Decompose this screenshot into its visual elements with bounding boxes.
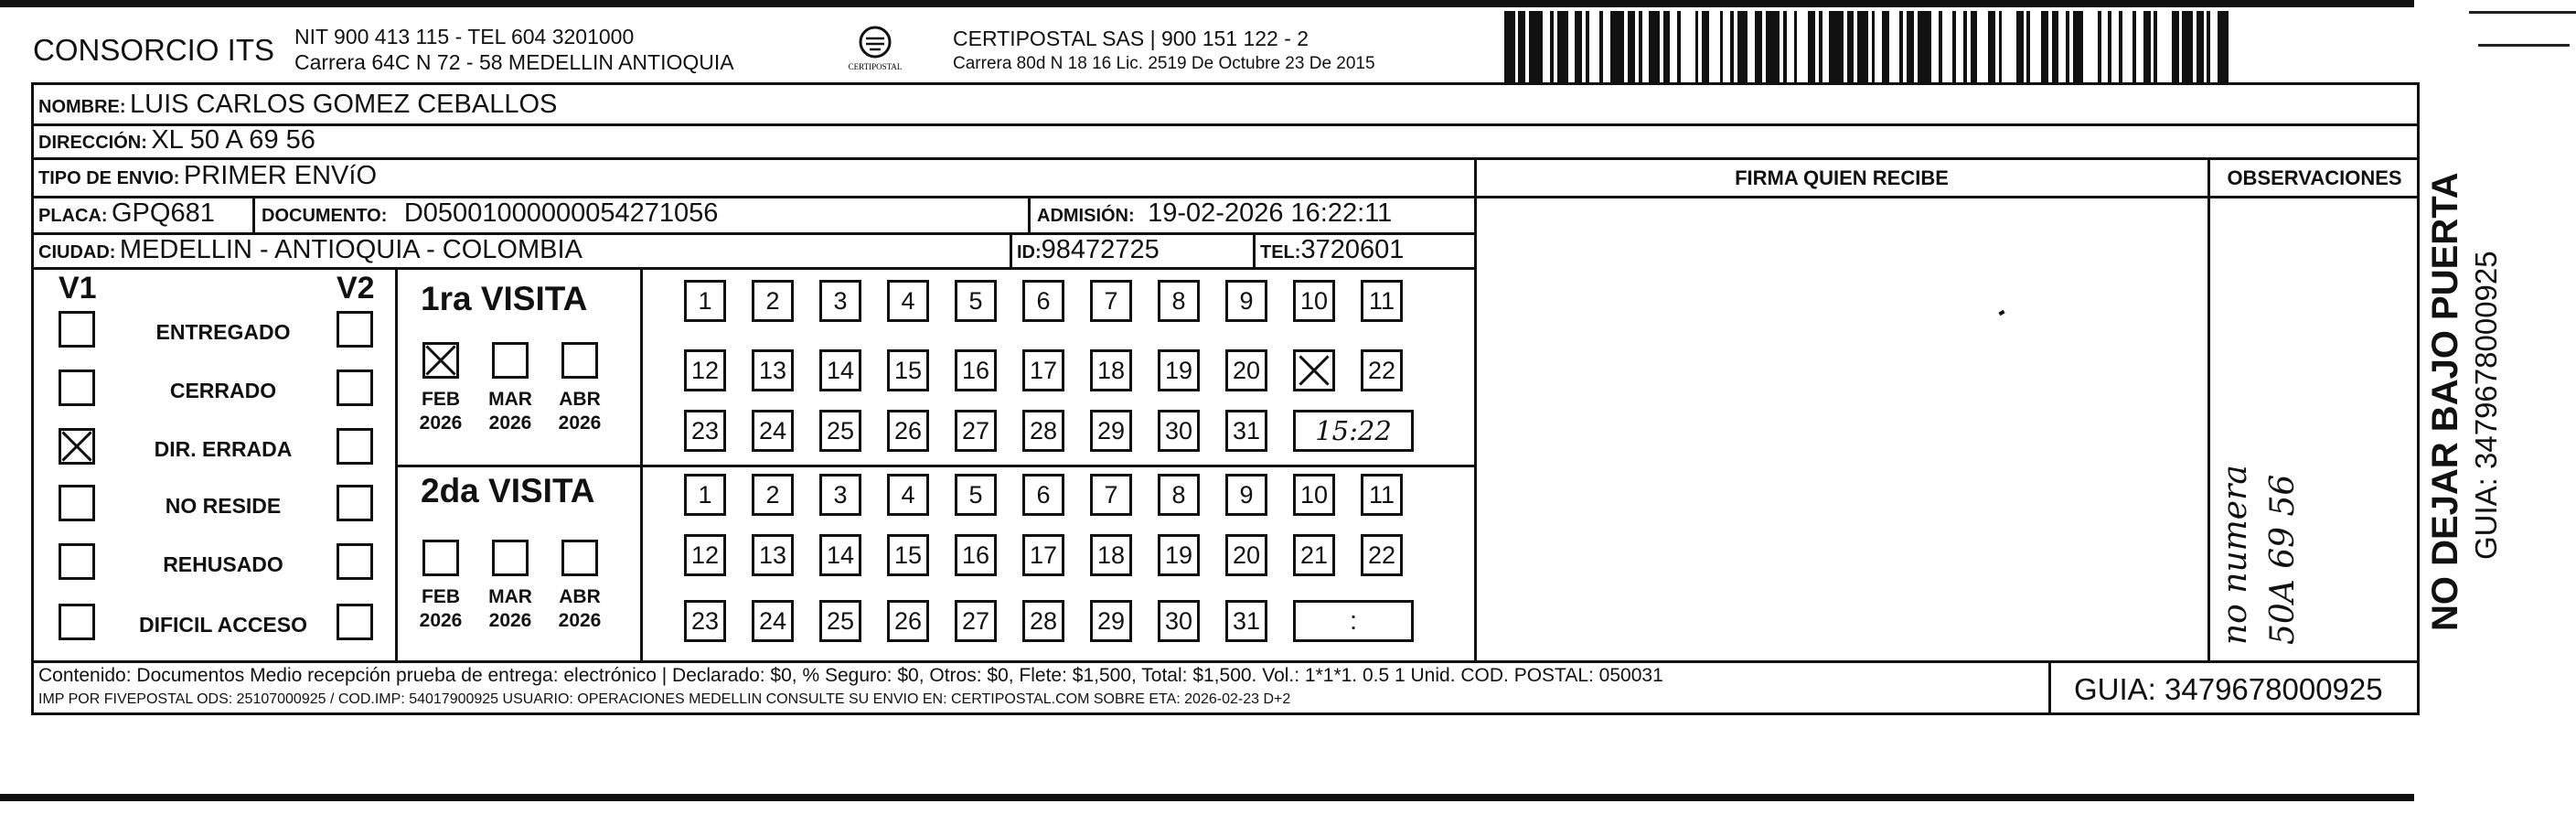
day-box[interactable]: 17 (1022, 534, 1064, 576)
month-year: 2026 (558, 412, 602, 434)
day-box[interactable]: 15 (887, 534, 929, 576)
barcode-bar (2143, 11, 2151, 82)
divider (640, 267, 643, 660)
barcode-bar (2041, 11, 2048, 82)
day-box[interactable]: 24 (752, 410, 794, 452)
footer-guia: GUIA: 3479678000925 (2074, 672, 2383, 706)
barcode-bar (1603, 11, 1610, 82)
divider (31, 123, 2420, 126)
barcode-bar (1610, 11, 1624, 82)
barcode-bar (1977, 11, 1988, 82)
divider (395, 267, 398, 660)
day-box[interactable]: 20 (1225, 349, 1267, 391)
city-value: MEDELLIN - ANTIOQUIA - COLOMBIA (119, 235, 583, 264)
divider (2207, 157, 2210, 660)
month-checkbox[interactable] (422, 342, 459, 379)
day-box[interactable]: 19 (1158, 534, 1200, 576)
side-guia: GUIA: 3479678000925 (2469, 251, 2503, 560)
day-box[interactable]: 2 (752, 474, 794, 516)
day-box[interactable]: 1 (684, 474, 726, 516)
barcode-bar (2210, 11, 2218, 82)
barcode-bar (1628, 11, 1635, 82)
barcode-bar (1529, 11, 1543, 82)
barcode-bar (2030, 11, 2041, 82)
barcode-bar (2122, 11, 2133, 82)
barcode-bar (2111, 11, 2119, 82)
day-box[interactable] (1293, 349, 1335, 391)
day-box[interactable]: 23 (684, 410, 726, 452)
day-box[interactable]: 31 (1225, 600, 1267, 642)
month-label (485, 388, 536, 435)
barcode-bar (1931, 11, 1939, 82)
day-box[interactable]: 2 (752, 280, 794, 322)
day-box[interactable]: 23 (684, 600, 726, 642)
day-box[interactable]: 6 (1022, 474, 1064, 516)
month-name: FEB (422, 389, 460, 410)
divider (1028, 196, 1031, 232)
divider (252, 196, 255, 232)
v2-checkbox[interactable] (337, 485, 373, 521)
month-label (485, 585, 536, 633)
day-box[interactable]: 13 (752, 534, 794, 576)
admission-row (1037, 198, 1392, 229)
month-year: 2026 (558, 610, 602, 631)
barcode-bar (1907, 11, 1914, 82)
certipostal-logo (839, 24, 911, 77)
time-box[interactable]: : (1293, 600, 1414, 642)
barcode-bar (1797, 11, 1808, 82)
barcode-bar (1766, 11, 1780, 82)
barcode-bar (2016, 11, 2024, 82)
barcode-bar (2083, 11, 2097, 82)
tel-row (1260, 235, 1404, 265)
v2-header: V2 (337, 271, 375, 305)
barcode-bar (2101, 11, 2109, 82)
day-box[interactable]: 1 (684, 280, 726, 322)
barcode-bar (1822, 11, 1830, 82)
barcode-bar (1847, 11, 1855, 82)
day-box[interactable]: 26 (887, 600, 929, 642)
divider (397, 465, 1476, 467)
plate-label: PLACA: (38, 206, 108, 226)
day-box[interactable]: 20 (1225, 534, 1267, 576)
barcode-bar (1589, 11, 1600, 82)
divider (31, 660, 2420, 663)
day-box[interactable]: 12 (684, 534, 726, 576)
tel-label: TEL: (1260, 242, 1301, 262)
day-box[interactable]: 18 (1090, 534, 1132, 576)
type-label: TIPO DE ENVIO: (38, 168, 180, 188)
day-box[interactable]: 15 (887, 349, 929, 391)
barcode-bar (1702, 11, 1709, 82)
day-box[interactable]: 28 (1022, 600, 1064, 642)
v2-checkbox[interactable] (337, 428, 373, 465)
visit2-title: 2da VISITA (421, 472, 595, 509)
v1-checkbox[interactable] (59, 370, 95, 406)
observation-handwriting-line1: no numera (2217, 465, 2254, 645)
day-box[interactable]: 5 (955, 280, 997, 322)
barcode-bar (1504, 11, 1515, 82)
barcode-bar (2002, 11, 2015, 82)
day-box[interactable]: 21 (1293, 534, 1335, 576)
v1-checkbox[interactable] (59, 428, 95, 465)
day-box[interactable]: 7 (1090, 280, 1132, 322)
barcode-bar (1942, 11, 1953, 82)
barcode-bar (2218, 11, 2229, 82)
company-address: Carrera 64C N 72 - 58 MEDELLIN ANTIOQUIA (294, 50, 734, 74)
company-info (294, 24, 734, 75)
day-box[interactable]: 4 (887, 474, 929, 516)
v2-checkbox[interactable] (337, 311, 373, 348)
name-label: NOMBRE: (38, 97, 126, 117)
barcode-bar (1748, 11, 1755, 82)
v2-checkbox[interactable] (337, 604, 373, 640)
month-checkbox[interactable] (561, 540, 598, 576)
observation-handwriting-line2: 50A 69 56 (2264, 474, 2302, 645)
day-box[interactable]: 14 (819, 349, 861, 391)
side-warning: NO DEJAR BAJO PUERTA (2425, 172, 2465, 631)
admission-label: ADMISIÓN: (1037, 206, 1135, 226)
address-row (38, 125, 315, 155)
certipostal-info (953, 26, 1375, 77)
barcode-bar (1642, 11, 1650, 82)
plate-row (38, 198, 215, 229)
barcode-bar (1956, 11, 1963, 82)
day-box[interactable]: 22 (1361, 349, 1403, 391)
barcode-bar (1882, 11, 1889, 82)
day-box[interactable]: 30 (1158, 410, 1200, 452)
divider (2048, 660, 2051, 715)
day-box[interactable]: 12 (684, 349, 726, 391)
day-box[interactable]: 28 (1022, 410, 1064, 452)
barcode-bar (2052, 11, 2059, 82)
barcode-bar (2058, 11, 2066, 82)
month-name: ABR (559, 586, 601, 607)
divider (1253, 232, 1256, 267)
bottom-border-rule (0, 794, 2414, 801)
admission-value: 19-02-2026 16:22:11 (1148, 198, 1393, 228)
day-box[interactable]: 11 (1361, 474, 1403, 516)
name-row (38, 90, 557, 120)
month-name: MAR (488, 586, 532, 607)
day-box[interactable]: 8 (1158, 474, 1200, 516)
type-row (38, 161, 377, 191)
barcode-bar (1737, 11, 1748, 82)
shipment-type: PRIMER ENVíO (183, 161, 378, 190)
divider (31, 267, 1476, 270)
id-row (1017, 235, 1160, 265)
visit1-title: 1ra VISITA (421, 280, 588, 317)
day-box[interactable]: 18 (1090, 349, 1132, 391)
day-box[interactable]: 22 (1361, 534, 1403, 576)
divider (31, 157, 2420, 160)
month-checkbox[interactable] (422, 540, 459, 576)
month-year: 2026 (419, 412, 463, 434)
tel-value: 3720601 (1300, 235, 1405, 264)
day-box[interactable]: 7 (1090, 474, 1132, 516)
v1-header: V1 (59, 271, 97, 305)
month-year: 2026 (488, 610, 532, 631)
divider (1474, 157, 1477, 660)
status-label: DIFICIL ACCESO (138, 613, 307, 637)
status-label: DIR. ERRADA (154, 437, 293, 461)
day-box[interactable]: 31 (1225, 410, 1267, 452)
month-name: MAR (488, 389, 532, 410)
status-label: NO RESIDE (165, 494, 282, 518)
barcode-bar (1568, 11, 1576, 82)
month-label (415, 585, 466, 633)
v1-checkbox[interactable] (59, 311, 95, 348)
v2-checkbox[interactable] (337, 370, 373, 406)
barcode-bar (2172, 11, 2179, 82)
day-box[interactable]: 17 (1022, 349, 1064, 391)
month-checkbox[interactable] (561, 342, 598, 379)
barcode-bar (1649, 11, 1660, 82)
day-box[interactable]: 14 (819, 534, 861, 576)
signature-label: FIRMA QUIEN RECIBE (1735, 166, 1949, 189)
status-label: REHUSADO (163, 552, 283, 576)
barcode-bar (1755, 11, 1762, 82)
time-box[interactable]: 15:22 (1293, 410, 1414, 452)
barcode-bar (2073, 11, 2084, 82)
barcode-bar (1875, 11, 1882, 82)
barcode-bar (1808, 11, 1815, 82)
day-box[interactable]: 16 (955, 534, 997, 576)
day-box[interactable]: 25 (819, 600, 861, 642)
day-box[interactable]: 26 (887, 410, 929, 452)
day-box[interactable]: 9 (1225, 474, 1267, 516)
footer-imp: IMP POR FIVEPOSTAL ODS: 25107000925 / COD.IMP: 54017900925 USUARIO: OPERACIONES MEDELLIN CONSULTE SU ENVIO EN: CERTIPOSTAL.COM SOBRE ETA: 2026-02-23 D+2 (38, 691, 1291, 707)
document-row (262, 198, 718, 229)
barcode-bar (1723, 11, 1730, 82)
v2-checkbox[interactable] (337, 543, 373, 580)
barcode-bar (1857, 11, 1868, 82)
city-label: CIUDAD: (38, 242, 116, 262)
month-label (415, 388, 466, 435)
barcode-bar (1889, 11, 1900, 82)
v1-checkbox[interactable] (59, 543, 95, 580)
barcode-bar (1663, 11, 1671, 82)
document-value: D05001000000054271056 (403, 198, 719, 228)
day-box[interactable]: 10 (1293, 474, 1335, 516)
day-box[interactable]: 24 (752, 600, 794, 642)
barcode-bar (1557, 11, 1568, 82)
divider (1476, 196, 2209, 198)
day-box[interactable]: 13 (752, 349, 794, 391)
month-year: 2026 (419, 610, 463, 631)
divider (1010, 232, 1012, 267)
month-label (554, 585, 605, 633)
day-box[interactable]: 29 (1090, 410, 1132, 452)
day-box[interactable]: 27 (955, 410, 997, 452)
divider (2209, 196, 2420, 198)
city-row (38, 235, 583, 265)
v1-checkbox[interactable] (59, 485, 95, 521)
barcode-bar (1670, 11, 1677, 82)
status-label: ENTREGADO (155, 320, 291, 344)
barcode-bar (1787, 11, 1794, 82)
barcode-bar (2197, 11, 2204, 82)
barcode-bar (1709, 11, 1720, 82)
recipient-address: XL 50 A 69 56 (151, 125, 315, 155)
month-label (554, 388, 605, 435)
barcode-bar (1988, 11, 1995, 82)
month-name: FEB (422, 586, 460, 607)
id-value: 98472725 (1041, 235, 1160, 264)
barcode-bar (1575, 11, 1582, 82)
day-box[interactable]: 16 (955, 349, 997, 391)
observations-label: OBSERVACIONES (2227, 166, 2402, 189)
day-box[interactable]: 29 (1090, 600, 1132, 642)
day-box[interactable]: 9 (1225, 280, 1267, 322)
barcode-bar (2182, 11, 2193, 82)
barcode (1504, 11, 2236, 82)
day-box[interactable]: 4 (887, 280, 929, 322)
barcode-bar (2229, 11, 2236, 82)
month-name: ABR (559, 389, 601, 410)
v1-checkbox[interactable] (59, 604, 95, 640)
document-label: DOCUMENTO: (262, 206, 388, 226)
barcode-bar (1918, 11, 1931, 82)
barcode-bar (1518, 11, 1525, 82)
barcode-bar (2136, 11, 2143, 82)
day-box[interactable]: 6 (1022, 280, 1064, 322)
day-box[interactable]: 27 (955, 600, 997, 642)
company-name: CONSORCIO ITS (33, 33, 275, 67)
recipient-name: LUIS CARLOS GOMEZ CEBALLOS (130, 90, 558, 119)
barcode-bar (2157, 11, 2171, 82)
day-box[interactable]: 5 (955, 474, 997, 516)
barcode-bar (1543, 11, 1550, 82)
top-border-rule (0, 0, 2414, 7)
company-nit: NIT 900 413 115 - TEL 604 3201000 (294, 25, 635, 48)
certipostal-address: Carrera 80d N 18 16 Lic. 2519 De Octubre 23 De 2015 (953, 54, 1375, 73)
corner-mark (2469, 11, 2576, 14)
day-box[interactable]: 19 (1158, 349, 1200, 391)
plate-value: GPQ681 (112, 198, 215, 228)
address-label: DIRECCIÓN: (38, 133, 147, 153)
logo-text: CERTIPOSTAL (848, 62, 903, 71)
day-box[interactable]: 11 (1361, 280, 1403, 322)
barcode-bar (1681, 11, 1694, 82)
certipostal-name: CERTIPOSTAL SAS | 900 151 122 - 2 (953, 27, 1309, 50)
month-year: 2026 (488, 412, 532, 434)
day-box[interactable]: 3 (819, 474, 861, 516)
day-box[interactable]: 3 (819, 280, 861, 322)
barcode-bar (1829, 11, 1843, 82)
month-checkbox[interactable] (492, 540, 529, 576)
day-box[interactable]: 10 (1293, 280, 1335, 322)
barcode-bar (1971, 11, 1978, 82)
corner-mark (2478, 44, 2570, 47)
footer-content: Contenido: Documentos Medio recepción prueba de entrega: electrónico | Declarado: $0, % Seguro: $0, Otros: $0, Flete: $1,500, Total: $1,500. Vol.: 1*1*1. 0.5 1 Unid. COD. POSTAL: 050031 (38, 665, 1663, 686)
day-box[interactable]: 8 (1158, 280, 1200, 322)
status-label: CERRADO (169, 379, 277, 402)
day-box[interactable]: 30 (1158, 600, 1200, 642)
day-box[interactable]: 25 (819, 410, 861, 452)
id-label: ID: (1017, 242, 1042, 262)
month-checkbox[interactable] (492, 342, 529, 379)
